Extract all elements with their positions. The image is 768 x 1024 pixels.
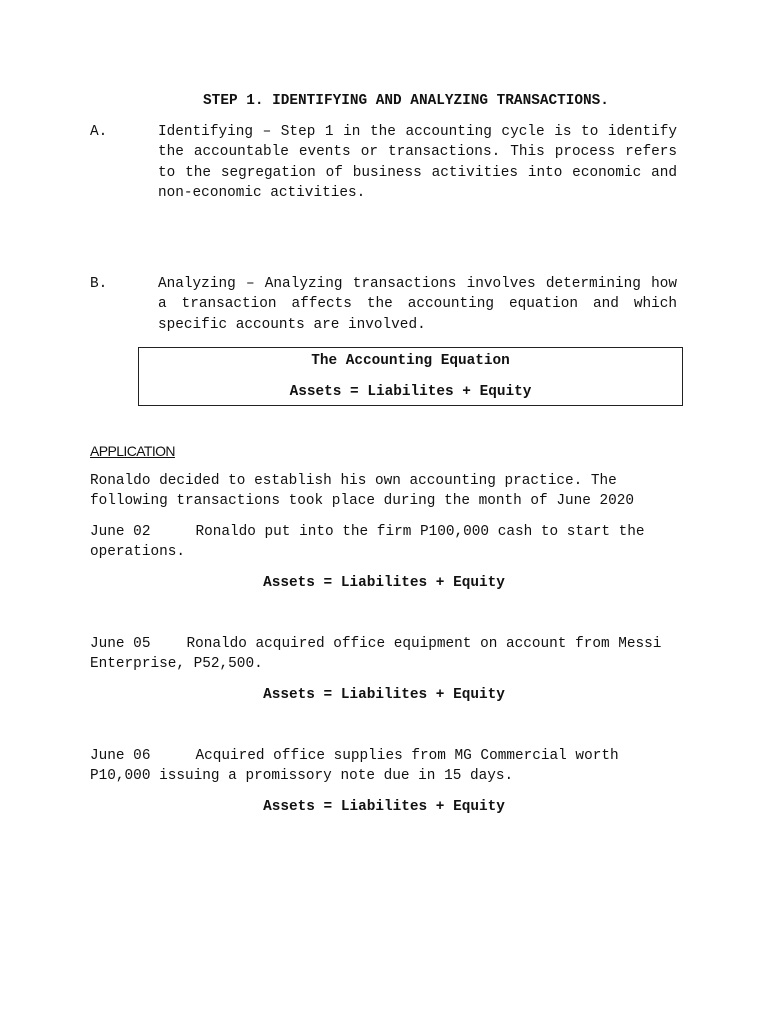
- accounting-equation-box: [138, 347, 683, 406]
- section-b-marker: B.: [90, 276, 108, 292]
- transaction-june-02: [90, 522, 680, 563]
- equation-box-title: The Accounting Equation: [311, 353, 510, 369]
- transaction-date: June 02: [90, 524, 151, 540]
- transaction-date: June 05: [90, 636, 151, 652]
- transaction-description: Ronaldo acquired office equipment on account from Messi Enterprise, P52,500.: [90, 636, 662, 673]
- transaction-june-06: [90, 746, 680, 787]
- transaction-formula: Assets = Liabilites + Equity: [263, 575, 505, 591]
- transaction-description: Acquired office supplies from MG Commercial worth P10,000 issuing a promissory note due in 15 days.: [90, 748, 619, 785]
- application-heading: APPLICATION: [90, 443, 175, 459]
- transaction-formula: Assets = Liabilites + Equity: [263, 799, 505, 815]
- transaction-formula: Assets = Liabilites + Equity: [263, 687, 505, 703]
- section-a-marker: A.: [90, 124, 108, 140]
- equation-box-formula: Assets = Liabilites + Equity: [289, 384, 532, 400]
- transaction-date: June 06: [90, 748, 151, 764]
- transaction-june-05: [90, 634, 680, 675]
- transaction-description: Ronaldo put into the firm P100,000 cash to start the operations.: [90, 524, 645, 561]
- application-intro: Ronaldo decided to establish his own accounting practice. The following transactions took place during the month of June 2020: [90, 473, 635, 510]
- step-heading: STEP 1. IDENTIFYING AND ANALYZING TRANSACTIONS.: [203, 93, 609, 109]
- section-a-text: Identifying – Step 1 in the accounting cycle is to identify the accountable events or transactions. This process refers to the segregation of business activities into economic and non-economic activities.: [158, 124, 677, 201]
- section-b-text: Analyzing – Analyzing transactions involves determining how a transaction affects the accounting equation and which specific accounts are involved.: [158, 276, 677, 333]
